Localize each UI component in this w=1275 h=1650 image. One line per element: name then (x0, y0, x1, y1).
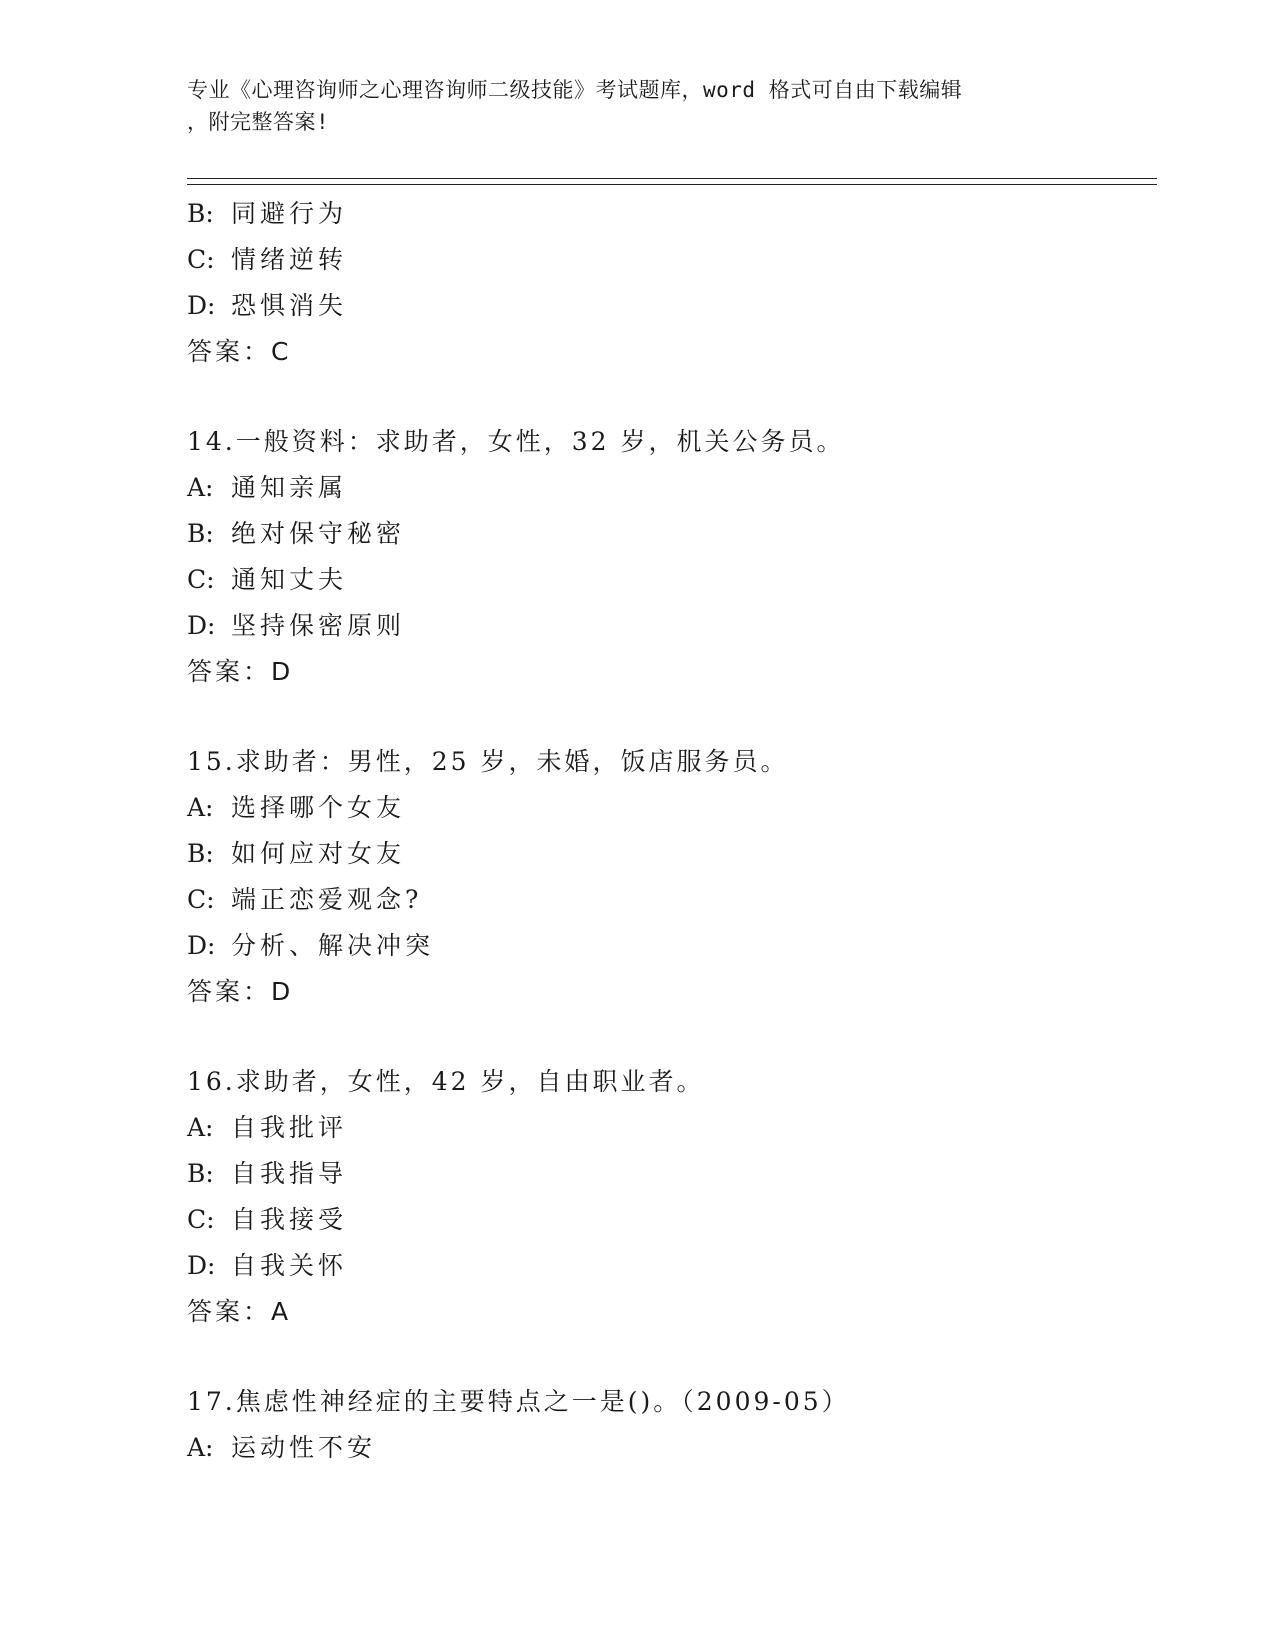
option-text: 绝对保守秘密 (231, 519, 406, 548)
answer-value: C (271, 337, 289, 366)
option-key: A: (187, 1433, 214, 1462)
option-text: 如何应对女友 (231, 839, 406, 868)
option-text: 通知亲属 (231, 473, 348, 502)
option-text: 选择哪个女友 (231, 793, 406, 822)
answer-option (187, 603, 1157, 649)
option-key: C: (187, 885, 215, 914)
option-text: 自我批评 (231, 1113, 348, 1142)
header-divider-top (187, 178, 1157, 179)
block-spacer (187, 375, 1157, 419)
answer-label: 答案： (187, 657, 272, 686)
option-text: 同避行为 (231, 199, 348, 228)
option-text: 自我指导 (231, 1159, 348, 1188)
answer-option (187, 1243, 1157, 1289)
answer-option (187, 191, 1157, 237)
option-key: D: (187, 611, 216, 640)
answer-option (187, 237, 1157, 283)
answer-option (187, 465, 1157, 511)
option-text: 通知丈夫 (231, 565, 348, 594)
answer-option (187, 1151, 1157, 1197)
header-line-2: ，附完整答案! (187, 110, 330, 134)
answer-option (187, 877, 1157, 923)
answer-label: 答案： (187, 337, 272, 366)
question-stem: 17.焦虑性神经症的主要特点之一是()。（2009-05） (187, 1387, 850, 1416)
answer-value: D (271, 977, 291, 1006)
option-text: 端正恋爱观念? (231, 885, 423, 914)
answer-line (187, 969, 1157, 1015)
answer-option (187, 1105, 1157, 1151)
option-key: A: (187, 1113, 214, 1142)
answer-value: D (271, 657, 291, 686)
answer-option (187, 511, 1157, 557)
question-list (187, 191, 1157, 1471)
answer-option (187, 923, 1157, 969)
option-text: 运动性不安 (231, 1433, 377, 1462)
option-key: B: (187, 1159, 214, 1188)
question-stem: 16.求助者，女性，42 岁，自由职业者。 (187, 1067, 705, 1096)
option-text: 恐惧消失 (231, 291, 348, 320)
answer-value: A (271, 1297, 289, 1326)
option-key: B: (187, 839, 214, 868)
question-stem: 15.求助者：男性，25 岁，未婚，饭店服务员。 (187, 747, 789, 776)
header-line-1: 专业《心理咨询师之心理咨询师二级技能》考试题库，word 格式可自由下载编辑 (187, 78, 963, 102)
answer-option (187, 283, 1157, 329)
block-spacer (187, 1335, 1157, 1379)
option-text: 自我关怀 (231, 1251, 348, 1280)
answer-option (187, 1197, 1157, 1243)
option-key: C: (187, 565, 215, 594)
answer-line (187, 329, 1157, 375)
answer-option (187, 785, 1157, 831)
header-divider-bottom (187, 184, 1157, 185)
answer-line (187, 649, 1157, 695)
option-text: 坚持保密原则 (231, 611, 406, 640)
option-key: D: (187, 291, 216, 320)
answer-option (187, 831, 1157, 877)
option-key: D: (187, 931, 216, 960)
option-key: C: (187, 1205, 215, 1234)
option-key: A: (187, 793, 214, 822)
option-key: B: (187, 199, 214, 228)
answer-option (187, 557, 1157, 603)
option-text: 分析、解决冲突 (231, 931, 435, 960)
answer-label: 答案： (187, 1297, 272, 1326)
answer-option (187, 1425, 1157, 1471)
answer-line (187, 1289, 1157, 1335)
document-header (187, 74, 1087, 138)
option-text: 自我接受 (231, 1205, 348, 1234)
answer-label: 答案： (187, 977, 272, 1006)
question-stem: 14.一般资料：求助者，女性，32 岁，机关公务员。 (187, 427, 845, 456)
option-key: D: (187, 1251, 216, 1280)
option-key: A: (187, 473, 214, 502)
block-spacer (187, 695, 1157, 739)
option-key: C: (187, 245, 215, 274)
block-spacer (187, 1015, 1157, 1059)
option-text: 情绪逆转 (231, 245, 348, 274)
option-key: B: (187, 519, 214, 548)
